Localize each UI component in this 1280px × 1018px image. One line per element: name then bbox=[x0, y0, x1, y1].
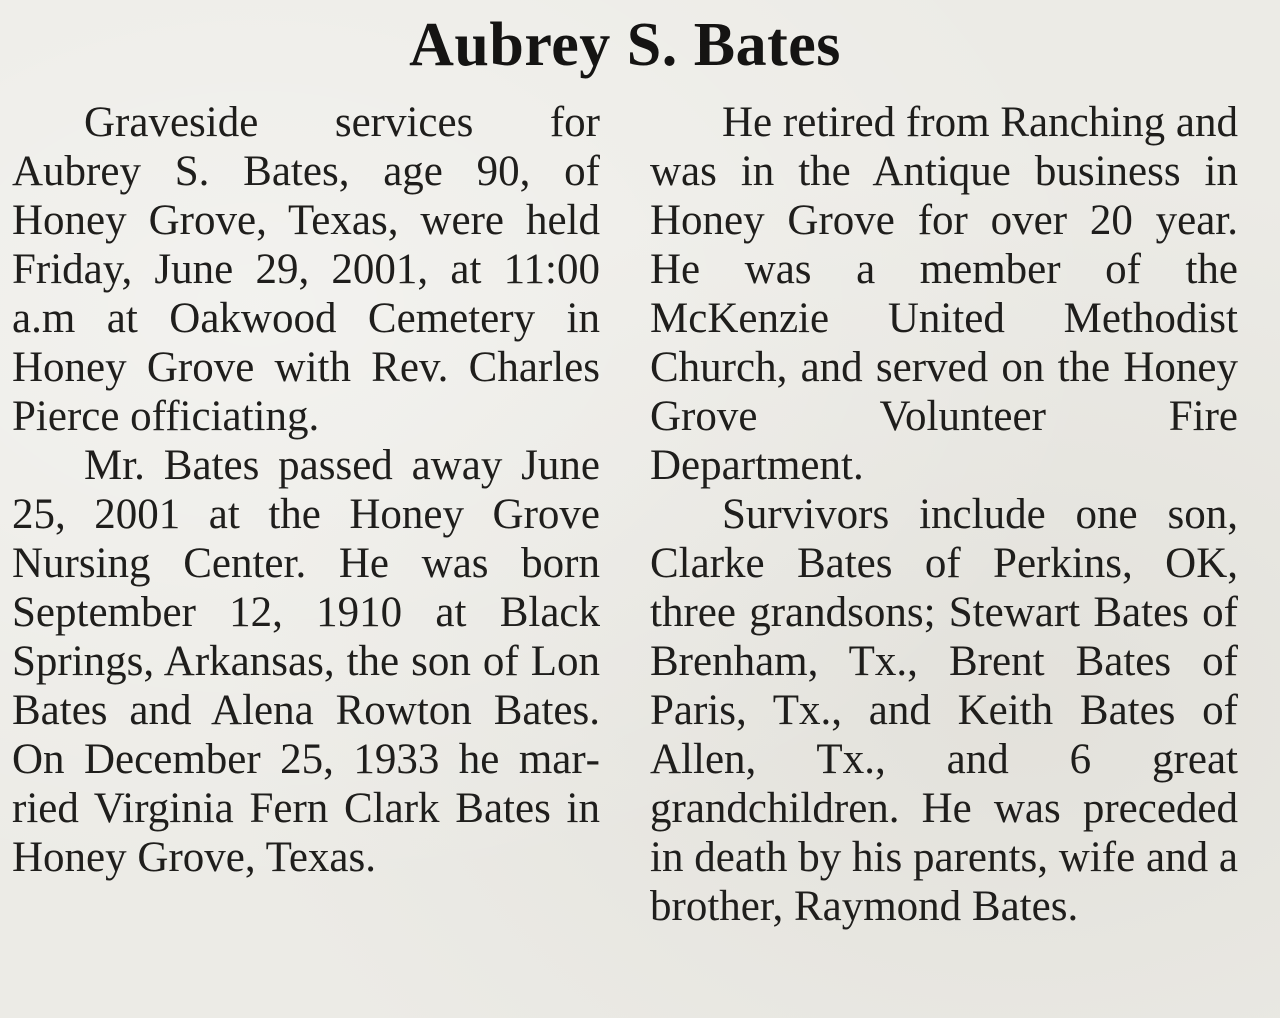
right-column bbox=[650, 98, 1238, 931]
services-paragraph: Graveside services for Aubrey S. Bates, age 90, of Honey Grove, Texas, were held Friday, June 29, 2001, at 11:00 a.m at Oakwood Cemetery in Honey Grove with Rev. Charles Pierce officiating. bbox=[12, 99, 600, 440]
left-column bbox=[12, 98, 600, 882]
career-paragraph: He retired from Ranching and was in the Antique business in Honey Grove for over 20 year. He was a member of the McKenzie United Methodist Church, and served on the Honey Grove Volunteer Fire Department. bbox=[650, 99, 1238, 489]
obituary-headline: Aubrey S. Bates bbox=[409, 11, 841, 79]
survivors-paragraph: Survivors include one son, Clarke Bates of Perkins, OK, three grandsons; Stewart Bates of Brenham, Tx., Brent Bates of Paris, Tx., and Keith Bates of Allen, Tx., and 6 great grandchildren. He was preceded in death by his parents, wife and a brother, Raymond Bates. bbox=[650, 491, 1238, 930]
biography-paragraph: Mr. Bates passed away June 25, 2001 at the Honey Grove Nursing Center. He was born September 12, 1910 at Black Springs, Arkansas, the son of Lon Bates and Alena Rowton Bates. On December 25, 1933 he married Virginia Fern Clark Bates in Honey Grove, Texas. bbox=[12, 442, 600, 881]
